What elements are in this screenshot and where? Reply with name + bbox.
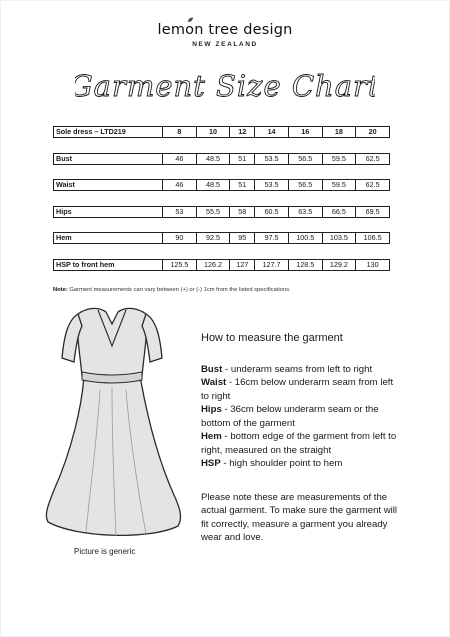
instructions-heading: How to measure the garment	[201, 332, 343, 344]
table-row	[54, 206, 390, 217]
instruction-item	[201, 430, 401, 457]
instruction-item	[201, 376, 401, 403]
page-title-script	[75, 58, 375, 108]
instruction-item	[201, 457, 401, 471]
table-header-cell: 18	[322, 127, 356, 138]
instruction-desc: - high shoulder point to hem	[220, 458, 343, 469]
instruction-desc: - 36cm below underarm seam or the bottom of the garment	[201, 404, 379, 429]
picture-caption: Picture is generic	[74, 547, 136, 556]
table-cell: 62.5	[356, 180, 390, 191]
table-cell: 53.5	[255, 180, 289, 191]
brand-logo	[0, 22, 450, 48]
table-header-cell: 10	[196, 127, 230, 138]
row-label: Hem	[54, 233, 163, 244]
table-cell: 53	[163, 206, 197, 217]
table-row	[54, 233, 390, 244]
size-chart-table	[53, 126, 390, 271]
table-cell: 53.5	[255, 153, 289, 164]
instruction-item	[201, 403, 401, 430]
table-header-cell: 8	[163, 127, 197, 138]
table-cell: 100.5	[288, 233, 322, 244]
table-cell: 48.5	[196, 180, 230, 191]
table-header-cell: Sole dress – LTD219	[54, 127, 163, 138]
svg-text:Garment Size Chart: Garment Size Chart	[75, 69, 375, 103]
table-cell: 69.5	[356, 206, 390, 217]
page-title	[0, 58, 450, 113]
note-text: Garment measurements can vary between (+) or (-) 1cm from the listed specifications.	[67, 287, 291, 293]
table-cell: 58	[230, 206, 255, 217]
instruction-term: HSP	[201, 458, 221, 469]
row-label: HSP to front hem	[54, 259, 163, 270]
table-cell: 51	[230, 153, 255, 164]
table-cell: 95	[230, 233, 255, 244]
measurement-note	[53, 287, 291, 293]
table-cell: 127.7	[255, 259, 289, 270]
row-label: Bust	[54, 153, 163, 164]
table-header-cell: 12	[230, 127, 255, 138]
table-cell: 92.5	[196, 233, 230, 244]
table-cell: 90	[163, 233, 197, 244]
measure-instructions	[201, 332, 401, 545]
table-cell: 48.5	[196, 153, 230, 164]
table-cell: 59.5	[322, 180, 356, 191]
table-cell: 103.5	[322, 233, 356, 244]
instruction-desc: - 16cm below underarm seam from left to right	[201, 377, 394, 402]
table-header-row	[54, 127, 390, 138]
table-cell: 106.5	[356, 233, 390, 244]
closing-note: Please note these are measurements of the actual garment. To make sure the garment will fit correctly, measure a garment you already wear and love.	[201, 491, 398, 543]
instruction-desc: - bottom edge of the garment from left to right, measured on the straight	[201, 431, 397, 456]
table-cell: 130	[356, 259, 390, 270]
table-cell: 129.2	[322, 259, 356, 270]
table-cell: 51	[230, 180, 255, 191]
instruction-desc: - underarm seams from left to right	[222, 363, 373, 375]
instruction-term: Waist	[201, 377, 227, 388]
table-cell: 63.5	[288, 206, 322, 217]
table-cell: 56.5	[288, 153, 322, 164]
table-cell: 66.5	[322, 206, 356, 217]
table-cell: 125.5	[163, 259, 197, 270]
leaf-icon	[187, 17, 194, 23]
instruction-term: Bust	[201, 363, 223, 375]
brand-o: o	[185, 22, 194, 38]
table-header-cell: 14	[255, 127, 289, 138]
table-row	[54, 259, 390, 270]
table-header-cell: 20	[356, 127, 390, 138]
instruction-term: Hem	[201, 431, 222, 442]
table-cell: 56.5	[288, 180, 322, 191]
instruction-item	[201, 363, 401, 377]
dress-illustration	[42, 300, 192, 545]
instruction-term: Hips	[201, 404, 222, 415]
table-header-cell: 16	[288, 127, 322, 138]
table-row	[54, 180, 390, 191]
table-cell: 127	[230, 259, 255, 270]
table-cell: 46	[163, 180, 197, 191]
table-cell: 60.5	[255, 206, 289, 217]
table-cell: 128.5	[288, 259, 322, 270]
row-label: Hips	[54, 206, 163, 217]
brand-name: lemo n tree design	[0, 22, 450, 38]
table-cell: 46	[163, 153, 197, 164]
table-cell: 97.5	[255, 233, 289, 244]
note-label: Note:	[53, 287, 68, 293]
table-cell: 62.5	[356, 153, 390, 164]
table-cell: 126.2	[196, 259, 230, 270]
table-row	[54, 153, 390, 164]
table-cell: 59.5	[322, 153, 356, 164]
brand-subtitle: NEW ZEALAND	[192, 41, 258, 48]
row-label: Waist	[54, 180, 163, 191]
table-cell: 55.5	[196, 206, 230, 217]
